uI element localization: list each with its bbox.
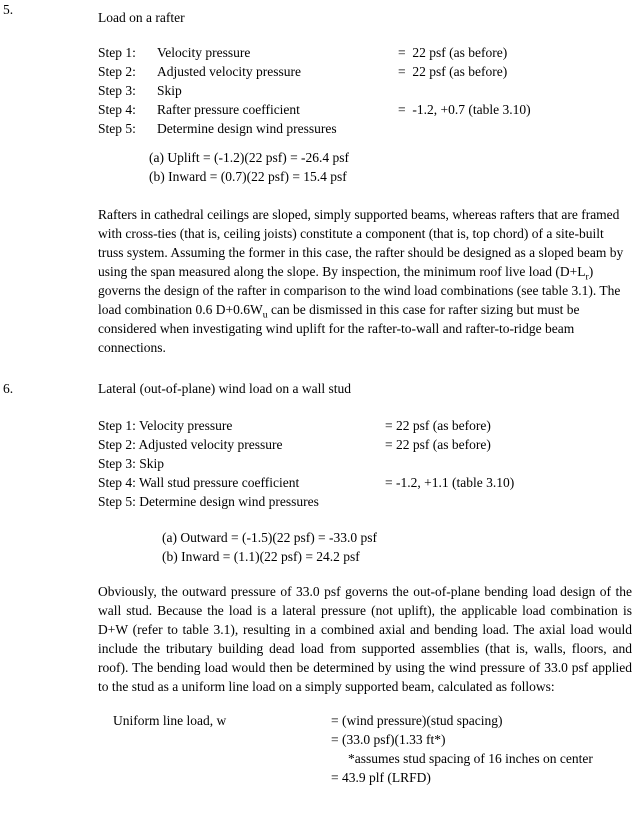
section-number: 5.: [3, 2, 14, 17]
step-value: = -1.2, +1.1 (table 3.10): [385, 475, 515, 490]
section-title: Lateral (out-of-plane) wind load on a wall stud: [98, 381, 352, 396]
step-description: Velocity pressure: [157, 45, 251, 60]
step-row: [98, 492, 643, 511]
step-value: = -1.2, +0.7 (table 3.10): [398, 102, 531, 117]
uniform-load-equations: [331, 711, 593, 787]
section-title: Load on a rafter: [98, 10, 185, 25]
section-5-paragraph: Rafters in cathedral ceilings are sloped, simply supported beams, whereas rafters that are framed with cross-ties (that is, ceiling joists) constitute a component (that is, top chord) of a site-built truss system. Assuming the former in this case, the rafter should be designed as a sloped beam by using the span measured along the slope. By inspection, the minimum roof live load $(D+L_r)$ governs the design of the rafter in comparison to the wind load combinations (see table 3.1). The load combination 0.6 $D+0.6W_u$ can be dismissed in this case for rafter sizing but must be considered when investigating wind uplift for the rafter-to-wall and rafter-to-ridge beam connections.: [98, 207, 624, 355]
section-5-results: [149, 148, 643, 186]
step-row: [98, 435, 643, 454]
step-label: Step 2:: [98, 64, 136, 79]
step-value: = 22 psf (as before): [398, 64, 508, 79]
step-description: Step 5: Determine design wind pressures: [98, 494, 319, 509]
step-description: Determine design wind pressures: [157, 121, 337, 136]
uniform-line-load-block: [113, 711, 643, 787]
step-row: [98, 62, 643, 81]
step-row: [98, 43, 643, 62]
equation-line: = 43.9 plf (LRFD): [331, 770, 431, 785]
subscript: r: [585, 271, 589, 283]
section-6-heading: [0, 379, 643, 398]
step-description: Step 2: Adjusted velocity pressure: [98, 437, 283, 452]
step-label: Step 5:: [98, 121, 136, 136]
step-value: = 22 psf (as before): [385, 418, 491, 433]
footnote-line: *assumes stud spacing of 16 inches on center: [348, 751, 593, 766]
result-line: (a) Outward = (-1.5)(22 psf) = -33.0 psf: [162, 530, 378, 545]
step-row: [98, 473, 643, 492]
uniform-load-label: Uniform line load, w: [113, 713, 227, 728]
step-description: Step 3: Skip: [98, 456, 165, 471]
equation-line: = (wind pressure)(stud spacing): [331, 713, 503, 728]
result-line: (a) Uplift = (-1.2)(22 psf) = -26.4 psf: [149, 150, 350, 165]
section-6-steps: [98, 416, 643, 511]
step-value: = 22 psf (as before): [398, 45, 508, 60]
step-label: Step 3:: [98, 83, 136, 98]
step-description: Adjusted velocity pressure: [157, 64, 301, 79]
step-row: [98, 416, 643, 435]
equation-line: = (33.0 psf)(1.33 ft*): [331, 732, 446, 747]
step-description: Step 4: Wall stud pressure coefficient: [98, 475, 300, 490]
step-value: = 22 psf (as before): [385, 437, 491, 452]
step-row: [98, 119, 643, 138]
step-row: [98, 100, 643, 119]
step-row: [98, 454, 643, 473]
section-5-heading: [0, 0, 643, 27]
result-line: (b) Inward = (1.1)(22 psf) = 24.2 psf: [162, 549, 360, 564]
step-description: Rafter pressure coefficient: [157, 102, 300, 117]
section-6-results: [162, 528, 643, 566]
result-line: (b) Inward = (0.7)(22 psf) = 15.4 psf: [149, 169, 347, 184]
step-row: [98, 81, 643, 100]
section-6-paragraph: Obviously, the outward pressure of 33.0 psf governs the out-of-plane bending load design of the wall stud. Because the load is a lateral pressure (not uplift), the applicable load combination is D+W (refer to table 3.1), resulting in a combined axial and bending load. The axial load would include the tributary building dead load from supported assemblies (that is, walls, floors, and roof). The bending load would then be determined by using the wind pressure of 33.0 psf applied to the stud as a uniform line load on a simply supported beam, calculated as follows:: [98, 584, 632, 694]
section-5-steps: [98, 43, 643, 138]
step-description: Skip: [157, 83, 182, 98]
step-label: Step 1:: [98, 45, 136, 60]
step-label: Step 4:: [98, 102, 136, 117]
section-number: 6.: [3, 381, 14, 396]
step-description: Step 1: Velocity pressure: [98, 418, 233, 433]
subscript: u: [262, 309, 268, 321]
